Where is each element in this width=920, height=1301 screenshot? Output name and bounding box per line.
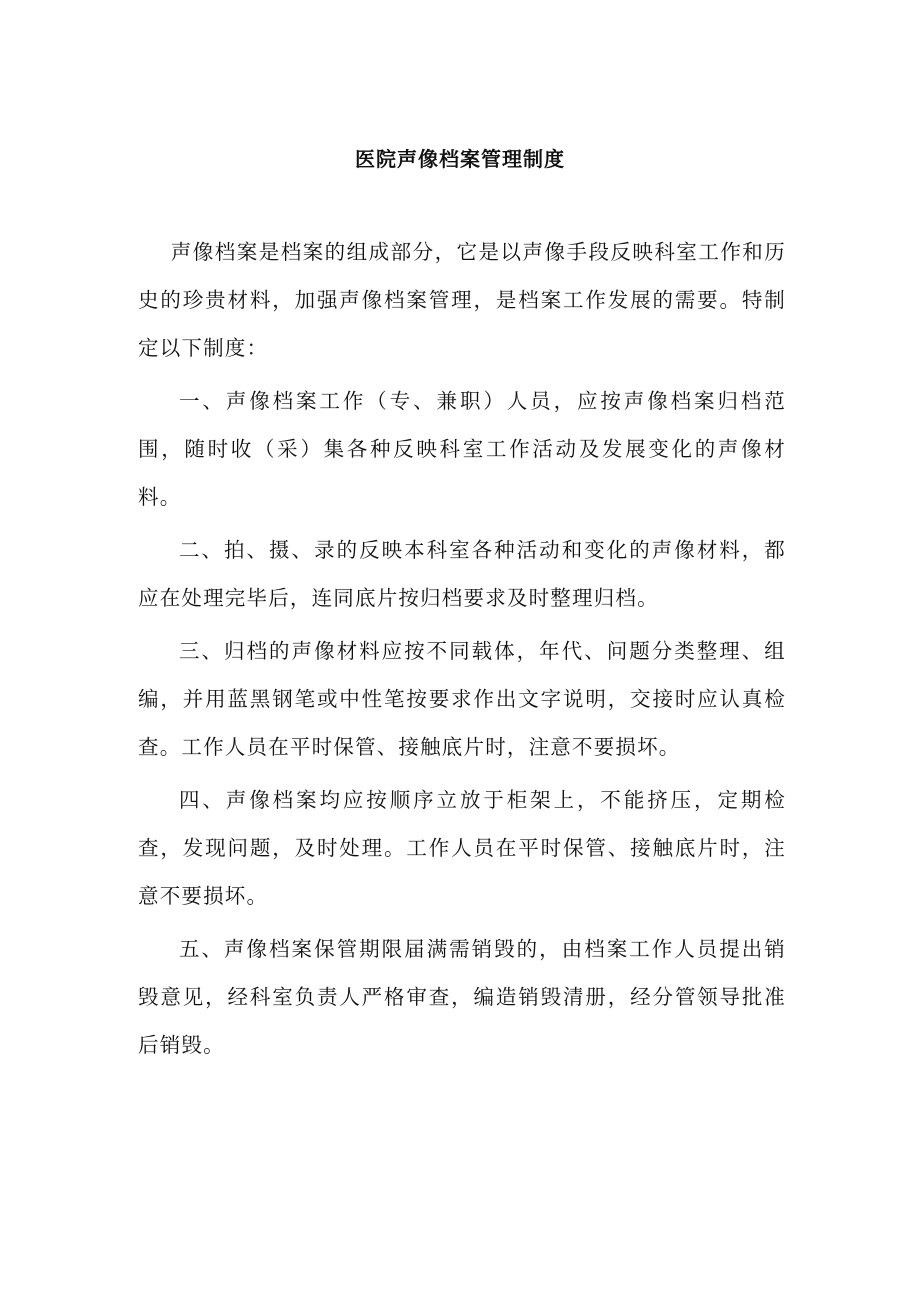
rule-paragraph-3: 三、归档的声像材料应按不同载体，年代、问题分类整理、组编，并用蓝黑钢笔或中性笔按要求作出文字说明，交接时应认真检查。工作人员在平时保管、接触底片时，注意不要损坏。	[138, 639, 786, 759]
document-title: 医院声像档案管理制度	[355, 147, 565, 171]
rule-paragraph-5: 五、声像档案保管期限届满需销毁的，由档案工作人员提出销毁意见，经科室负责人严格审查，编造销毁清册，经分管领导批准后销毁。	[138, 937, 786, 1057]
document-body	[138, 228, 786, 1074]
intro-paragraph: 声像档案是档案的组成部分，它是以声像手段反映科室工作和历史的珍贵材料，加强声像档案管理，是档案工作发展的需要。特制定以下制度：	[138, 240, 786, 360]
rule-paragraph-4: 四、声像档案均应按顺序立放于柜架上，不能挤压，定期检查，发现问题，及时处理。工作人员在平时保管、接触底片时，注意不要损坏。	[138, 788, 786, 908]
rule-paragraph-1: 一、声像档案工作（专、兼职）人员，应按声像档案归档范围，随时收（采）集各种反映科室工作活动及发展变化的声像材料。	[138, 389, 786, 509]
rule-paragraph-2: 二、拍、摄、录的反映本科室各种活动和变化的声像材料，都应在处理完毕后，连同底片按归档要求及时整理归档。	[138, 538, 786, 610]
